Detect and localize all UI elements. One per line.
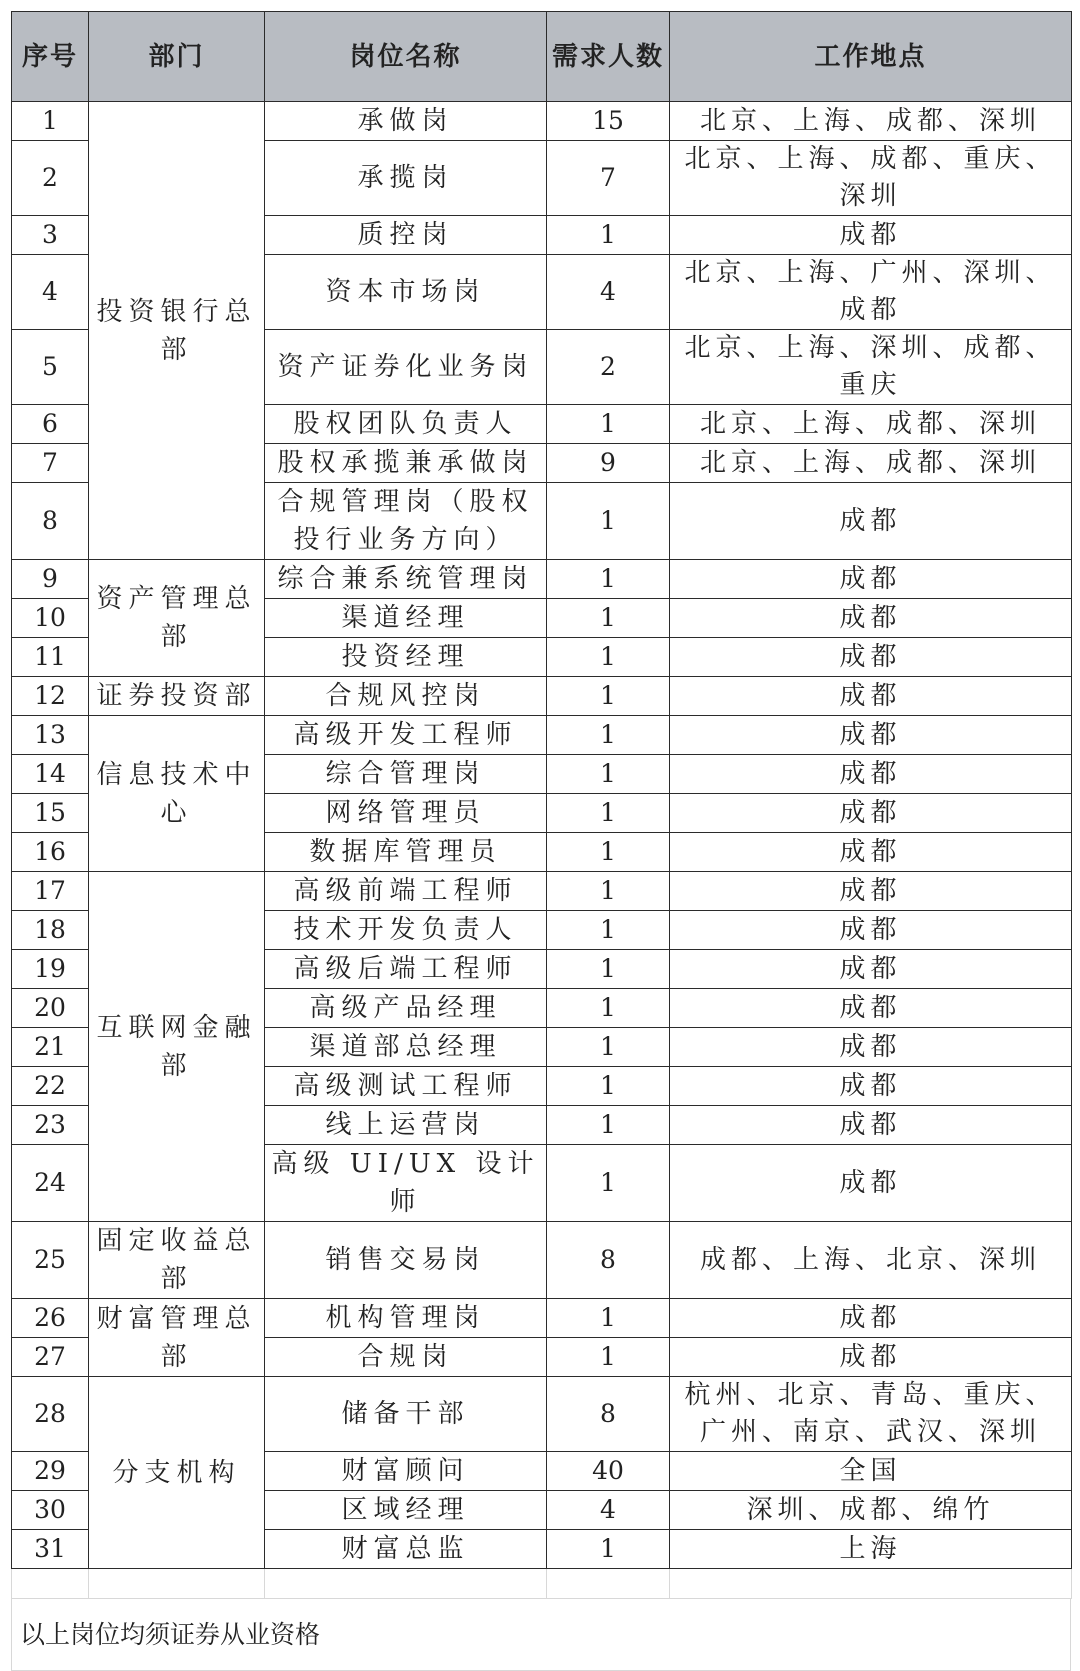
header-count: 需求人数: [547, 12, 670, 102]
position-cell: 机构管理岗: [265, 1299, 547, 1338]
seq-cell: 23: [12, 1106, 89, 1145]
table-row: [12, 1377, 1072, 1452]
count-cell: 7: [547, 141, 670, 216]
job-table: [11, 11, 1072, 1599]
location-cell: 杭州、北京、青岛、重庆、广州、南京、武汉、深圳: [670, 1377, 1072, 1452]
location-cell: 成都: [670, 716, 1072, 755]
location-cell: 成都: [670, 560, 1072, 599]
seq-cell: 17: [12, 872, 89, 911]
position-cell: 技术开发负责人: [265, 911, 547, 950]
position-cell: 数据库管理员: [265, 833, 547, 872]
seq-cell: 3: [12, 216, 89, 255]
position-cell: 渠道经理: [265, 599, 547, 638]
blank-cell: [89, 1569, 265, 1599]
count-cell: 1: [547, 1530, 670, 1569]
location-cell: 成都: [670, 1299, 1072, 1338]
department-cell: 财富管理总部: [89, 1299, 265, 1377]
location-cell: 成都: [670, 216, 1072, 255]
location-cell: 成都、上海、北京、深圳: [670, 1222, 1072, 1299]
table-row: [12, 716, 1072, 755]
position-cell: 网络管理员: [265, 794, 547, 833]
count-cell: 1: [547, 599, 670, 638]
location-cell: 成都: [670, 677, 1072, 716]
department-cell: 互联网金融部: [89, 872, 265, 1222]
count-cell: 4: [547, 255, 670, 330]
count-cell: 1: [547, 1028, 670, 1067]
position-cell: 合规管理岗（股权投行业务方向）: [265, 483, 547, 560]
position-cell: 质控岗: [265, 216, 547, 255]
table-row: [12, 872, 1072, 911]
table-row: [12, 1222, 1072, 1299]
table-row: [12, 677, 1072, 716]
seq-cell: 5: [12, 330, 89, 405]
department-cell: 信息技术中心: [89, 716, 265, 872]
position-cell: 储备干部: [265, 1377, 547, 1452]
blank-row: [12, 1569, 1072, 1599]
count-cell: 1: [547, 405, 670, 444]
count-cell: 2: [547, 330, 670, 405]
location-cell: 成都: [670, 483, 1072, 560]
position-cell: 财富总监: [265, 1530, 547, 1569]
seq-cell: 28: [12, 1377, 89, 1452]
header-location: 工作地点: [670, 12, 1072, 102]
count-cell: 1: [547, 1145, 670, 1222]
count-cell: 1: [547, 872, 670, 911]
count-cell: 8: [547, 1377, 670, 1452]
seq-cell: 30: [12, 1491, 89, 1530]
location-cell: 成都: [670, 1067, 1072, 1106]
header-dept: 部门: [89, 12, 265, 102]
blank-cell: [547, 1569, 670, 1599]
count-cell: 1: [547, 989, 670, 1028]
seq-cell: 26: [12, 1299, 89, 1338]
table-row: [12, 1299, 1072, 1338]
seq-cell: 15: [12, 794, 89, 833]
position-cell: 合规岗: [265, 1338, 547, 1377]
department-cell: 资产管理总部: [89, 560, 265, 677]
count-cell: 1: [547, 716, 670, 755]
seq-cell: 20: [12, 989, 89, 1028]
seq-cell: 10: [12, 599, 89, 638]
seq-cell: 27: [12, 1338, 89, 1377]
location-cell: 上海: [670, 1530, 1072, 1569]
seq-cell: 8: [12, 483, 89, 560]
seq-cell: 29: [12, 1452, 89, 1491]
seq-cell: 18: [12, 911, 89, 950]
seq-cell: 6: [12, 405, 89, 444]
location-cell: 北京、上海、深圳、成都、重庆: [670, 330, 1072, 405]
location-cell: 成都: [670, 872, 1072, 911]
location-cell: 北京、上海、成都、深圳: [670, 405, 1072, 444]
location-cell: 深圳、成都、绵竹: [670, 1491, 1072, 1530]
count-cell: 1: [547, 216, 670, 255]
location-cell: 成都: [670, 1106, 1072, 1145]
header-row: [12, 12, 1072, 102]
job-table-body: [12, 102, 1072, 1599]
position-cell: 股权承揽兼承做岗: [265, 444, 547, 483]
footer-note: 以上岗位均须证券从业资格: [11, 1599, 1071, 1671]
location-cell: 成都: [670, 755, 1072, 794]
position-cell: 财富顾问: [265, 1452, 547, 1491]
count-cell: 1: [547, 1106, 670, 1145]
location-cell: 成都: [670, 599, 1072, 638]
seq-cell: 11: [12, 638, 89, 677]
seq-cell: 13: [12, 716, 89, 755]
seq-cell: 2: [12, 141, 89, 216]
count-cell: 40: [547, 1452, 670, 1491]
position-cell: 销售交易岗: [265, 1222, 547, 1299]
seq-cell: 9: [12, 560, 89, 599]
seq-cell: 21: [12, 1028, 89, 1067]
location-cell: 成都: [670, 1028, 1072, 1067]
header-seq: 序号: [12, 12, 89, 102]
department-cell: 证券投资部: [89, 677, 265, 716]
blank-cell: [12, 1569, 89, 1599]
seq-cell: 19: [12, 950, 89, 989]
position-cell: 线上运营岗: [265, 1106, 547, 1145]
blank-cell: [265, 1569, 547, 1599]
location-cell: 成都: [670, 911, 1072, 950]
count-cell: 1: [547, 911, 670, 950]
seq-cell: 24: [12, 1145, 89, 1222]
seq-cell: 14: [12, 755, 89, 794]
location-cell: 北京、上海、成都、深圳: [670, 444, 1072, 483]
count-cell: 1: [547, 794, 670, 833]
department-cell: 投资银行总部: [89, 102, 265, 560]
seq-cell: 4: [12, 255, 89, 330]
count-cell: 1: [547, 1067, 670, 1106]
location-cell: 全国: [670, 1452, 1072, 1491]
position-cell: 渠道部总经理: [265, 1028, 547, 1067]
count-cell: 9: [547, 444, 670, 483]
table-row: [12, 102, 1072, 141]
position-cell: 高级测试工程师: [265, 1067, 547, 1106]
position-cell: 资本市场岗: [265, 255, 547, 330]
count-cell: 15: [547, 102, 670, 141]
position-cell: 综合兼系统管理岗: [265, 560, 547, 599]
seq-cell: 7: [12, 444, 89, 483]
count-cell: 1: [547, 560, 670, 599]
position-cell: 高级产品经理: [265, 989, 547, 1028]
location-cell: 北京、上海、成都、重庆、深圳: [670, 141, 1072, 216]
location-cell: 成都: [670, 1145, 1072, 1222]
location-cell: 北京、上海、广州、深圳、成都: [670, 255, 1072, 330]
table-row: [12, 560, 1072, 599]
location-cell: 北京、上海、成都、深圳: [670, 102, 1072, 141]
count-cell: 1: [547, 755, 670, 794]
location-cell: 成都: [670, 833, 1072, 872]
count-cell: 1: [547, 677, 670, 716]
count-cell: 1: [547, 483, 670, 560]
count-cell: 8: [547, 1222, 670, 1299]
position-cell: 承做岗: [265, 102, 547, 141]
count-cell: 1: [547, 833, 670, 872]
position-cell: 综合管理岗: [265, 755, 547, 794]
seq-cell: 16: [12, 833, 89, 872]
position-cell: 高级 UI/UX 设计师: [265, 1145, 547, 1222]
position-cell: 资产证券化业务岗: [265, 330, 547, 405]
count-cell: 1: [547, 950, 670, 989]
count-cell: 1: [547, 1338, 670, 1377]
position-cell: 高级开发工程师: [265, 716, 547, 755]
count-cell: 4: [547, 1491, 670, 1530]
header-position: 岗位名称: [265, 12, 547, 102]
position-cell: 合规风控岗: [265, 677, 547, 716]
position-cell: 承揽岗: [265, 141, 547, 216]
position-cell: 高级后端工程师: [265, 950, 547, 989]
seq-cell: 1: [12, 102, 89, 141]
department-cell: 固定收益总部: [89, 1222, 265, 1299]
count-cell: 1: [547, 1299, 670, 1338]
position-cell: 区域经理: [265, 1491, 547, 1530]
department-cell: 分支机构: [89, 1377, 265, 1569]
seq-cell: 12: [12, 677, 89, 716]
location-cell: 成都: [670, 989, 1072, 1028]
location-cell: 成都: [670, 950, 1072, 989]
location-cell: 成都: [670, 794, 1072, 833]
seq-cell: 31: [12, 1530, 89, 1569]
position-cell: 投资经理: [265, 638, 547, 677]
blank-cell: [670, 1569, 1072, 1599]
seq-cell: 25: [12, 1222, 89, 1299]
location-cell: 成都: [670, 638, 1072, 677]
job-listing-sheet: [11, 11, 1071, 1671]
location-cell: 成都: [670, 1338, 1072, 1377]
count-cell: 1: [547, 638, 670, 677]
position-cell: 股权团队负责人: [265, 405, 547, 444]
position-cell: 高级前端工程师: [265, 872, 547, 911]
seq-cell: 22: [12, 1067, 89, 1106]
